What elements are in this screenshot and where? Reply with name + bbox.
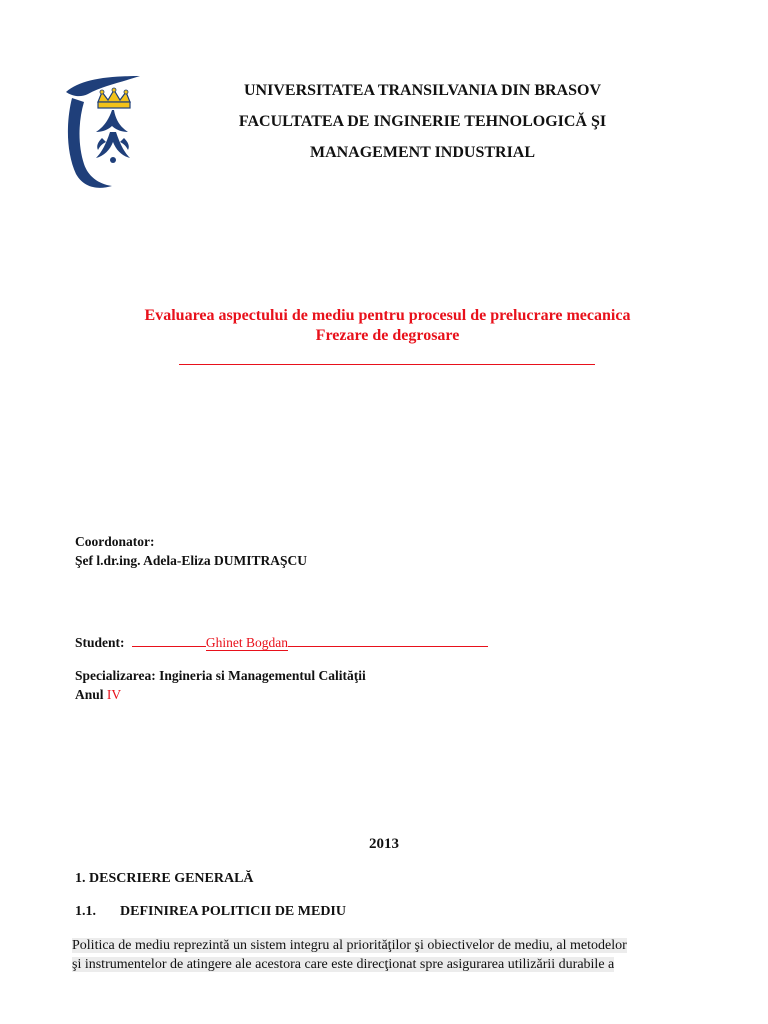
body-paragraph xyxy=(72,936,697,974)
faculty-name-line2: MANAGEMENT INDUSTRIAL xyxy=(309,144,536,161)
section-number: 1.1. xyxy=(75,904,96,919)
coordinator-label: Coordonator: xyxy=(75,534,155,549)
university-crest-icon xyxy=(62,72,144,190)
title-underline xyxy=(179,364,595,365)
faculty-name-line1: FACULTATEA DE INGINERIE TEHNOLOGICĂ ŞI xyxy=(238,113,607,130)
specialization-value: Ingineria si Managementul Calităţii xyxy=(159,668,366,683)
student-line xyxy=(75,633,488,652)
specialization-block xyxy=(75,666,366,704)
section-heading-1: 1. DESCRIERE GENERALĂ xyxy=(75,871,254,886)
title-line2: Frezare de degrosare xyxy=(315,327,460,344)
title-line1: Evaluarea aspectului de mediu pentru procesul de prelucrare mecanica xyxy=(144,307,631,324)
year-of-study-value: IV xyxy=(106,687,122,702)
paragraph-line2: şi instrumentelor de atingere ale acestora care este direcţionat spre asigurarea utilizării durabile a xyxy=(72,957,615,972)
section-title: DEFINIREA POLITICII DE MEDIU xyxy=(120,904,346,919)
student-name: Ghinet Bogdan xyxy=(205,635,289,650)
university-name: UNIVERSITATEA TRANSILVANIA DIN BRASOV xyxy=(244,82,601,99)
coordinator-name: Şef l.dr.ing. Adela-Eliza DUMITRAŞCU xyxy=(75,553,308,568)
section-heading-1-1 xyxy=(75,904,346,920)
document-year: 2013 xyxy=(369,836,399,852)
document-title xyxy=(60,306,715,346)
year-of-study-label: Anul xyxy=(75,687,104,702)
specialization-label: Specializarea: xyxy=(75,668,156,683)
student-underline-right xyxy=(288,634,488,647)
paragraph-line1: Politica de mediu reprezintă un sistem integru al priorităţilor şi obiectivelor de mediu, al metodelor xyxy=(72,938,627,953)
student-underline-left xyxy=(132,634,206,647)
student-label: Student: xyxy=(75,635,125,650)
coordinator-block xyxy=(75,532,307,570)
university-header xyxy=(160,75,685,168)
